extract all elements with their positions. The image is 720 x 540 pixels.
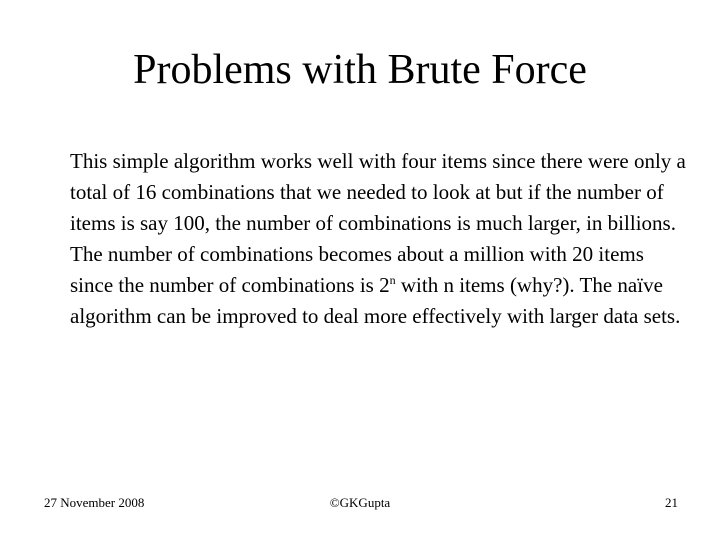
footer-author: ©GKGupta xyxy=(329,495,391,510)
slide-title: Problems with Brute Force xyxy=(133,47,587,93)
footer-page-number: 21 xyxy=(665,495,678,510)
body-paragraph-2 xyxy=(70,239,690,332)
exponent-n: n xyxy=(389,273,396,287)
body-paragraph-1: This simple algorithm works well with four items since there were only a total of 16 combinations that we needed to look at but if the number of items is say 100, the number of combinations is much larger, in billions. xyxy=(70,149,686,235)
paragraph-2-text-after-exponent: with n items (why?). The naïve algorithm can be improved to deal more effectively with larger data sets. xyxy=(70,273,681,328)
slide-body xyxy=(70,146,690,332)
footer-date: 27 November 2008 xyxy=(44,495,145,510)
paragraph-2-text-before-exponent: The number of combinations becomes about a million with 20 items since the number of combinations is 2 xyxy=(70,242,644,297)
